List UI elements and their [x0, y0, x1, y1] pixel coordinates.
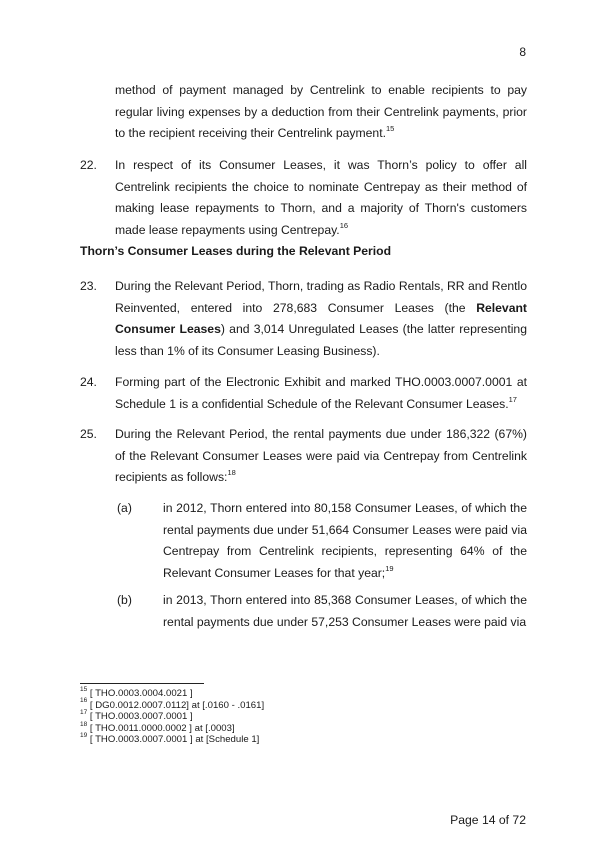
paragraph-24: Forming part of the Electronic Exhibit and marked THO.0003.0007.0001 at Schedule 1 is a confidential Schedule of the Relevant Consumer Leases.$^{17}$ [115, 375, 527, 411]
subparagraph-label: (a) [117, 501, 132, 515]
page-footer: Page 14 of 72 [450, 813, 526, 827]
paragraph-number: 22. [80, 158, 97, 172]
footnotes [80, 685, 265, 746]
footnote: $^{18}$ [ THO.0011.0000.0002 ] at [.0003] [80, 720, 235, 734]
footnote-ref: 17 [508, 394, 517, 404]
subparagraph-a: in 2012, Thorn entered into 80,158 Consumer Leases, of which the rental payments due under 51,664 Consumer Leases were paid via Centrepay from Centrelink recipients, representing 64% of the Relevant Consumer Leases for that year;$^{19}$ [163, 501, 527, 580]
paragraph-25: During the Relevant Period, the rental payments due under 186,322 (67%) of the Relevant Consumer Leases were paid via Centrepay from Centrelink recipients as follows:$^{18}$ [115, 427, 527, 485]
footnote-divider [80, 683, 204, 684]
paragraph-number: 23. [80, 279, 97, 293]
paragraph-23: During the Relevant Period, Thorn, trading as Radio Rentals, RR and Rentlo Reinvented, entered into 278,683 Consumer Leases (the Relevant Consumer Leases) and 3,014 Unregulated Leases (the latter representing less than 1% of its Consumer Leasing Business). [115, 279, 527, 358]
paragraph-continuation: method of payment managed by Centrelink to enable recipients to pay regular living expenses by a deduction from their Centrelink payments, prior to the recipient receiving their Centrelink payment.$^{15}$ [115, 83, 527, 141]
footnote-ref: 15 [385, 124, 395, 134]
subparagraph-b: in 2013, Thorn entered into 85,368 Consumer Leases, of which the rental payments due under 57,253 Consumer Leases were paid via [163, 593, 527, 629]
footnote: $^{16}$ [ DG0.0012.0007.0112] at [.0160 - .0161] [80, 697, 265, 711]
paragraph-number: 25. [80, 427, 97, 441]
page-number: 8 [519, 45, 526, 59]
subparagraph-label: (b) [117, 593, 132, 607]
section-heading: Thorn’s Consumer Leases during the Relevant Period [80, 244, 392, 258]
defined-term: Relevant Consumer Leases [115, 300, 527, 337]
footnote-ref: 18 [227, 468, 236, 478]
paragraph-number: 24. [80, 375, 97, 389]
paragraph-22: In respect of its Consumer Leases, it was Thorn’s policy to offer all Centrelink recipients the choice to nominate Centrepay as their method of making lease repayments to Thorn, and a majority of Thorn's customers made lease repayments using Centrepay.$^{16}$ [115, 158, 527, 237]
footnote: $^{15}$ [ THO.0003.0004.0021 ] [80, 685, 193, 699]
footnote-ref: 16 [339, 220, 349, 230]
footnote: $^{19}$ [ THO.0003.0007.0001 ] at [Schedule 1] [80, 732, 260, 746]
footnote: $^{17}$ [ THO.0003.0007.0001 ] [80, 709, 193, 723]
footnote-ref: 19 [385, 563, 394, 573]
